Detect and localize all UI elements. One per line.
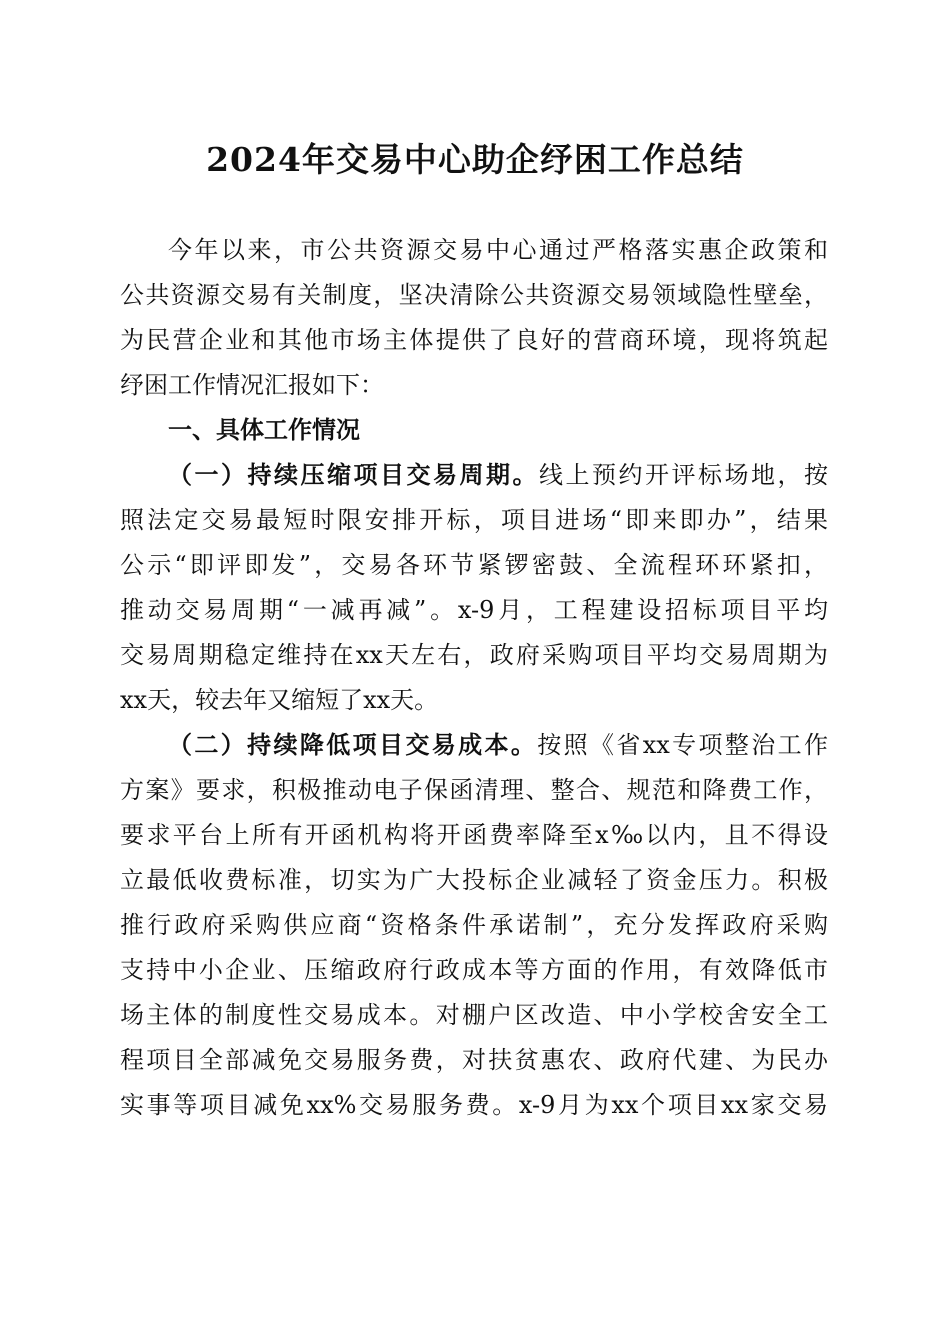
item2-line: 程项目全部减免交易服务费，对扶贫惠农、政府代建、为民办 (120, 1046, 828, 1074)
intro-line: 为民营企业和其他市场主体提供了良好的营商环境，现将筑起 (120, 326, 828, 354)
item1-first-rest: 线上预约开评标场地，按 (539, 461, 828, 489)
intro-line: 今年以来，市公共资源交易中心通过严格落实惠企政策和 (168, 236, 828, 264)
intro-line: 公共资源交易有关制度，坚决清除公共资源交易领域隐性壁垒， (120, 281, 828, 309)
item1-line: 推动交易周期“一减再减”。x-9月，工程建设招标项目平均 (120, 596, 828, 624)
item1-lead: （一）持续压缩项目交易周期。 (168, 460, 539, 489)
item2-line: 方案》要求，积极推动电子保函清理、整合、规范和降费工作， (120, 776, 828, 804)
item1-line: 照法定交易最短时限安排开标，项目进场“即来即办”，结果 (120, 506, 828, 534)
item2-lead: （二）持续降低项目交易成本。 (168, 730, 538, 759)
item2-first-line (168, 725, 828, 765)
item2-line: 立最低收费标准，切实为广大投标企业减轻了资金压力。积极 (120, 866, 828, 894)
item2-line: 场主体的制度性交易成本。对棚户区改造、中小学校舍安全工 (120, 1001, 828, 1029)
item1-first-line (168, 455, 828, 495)
item1-line: xx天，较去年又缩短了xx天。 (120, 686, 439, 714)
item1-line: 交易周期稳定维持在xx天左右，政府采购项目平均交易周期为 (120, 641, 828, 669)
item2-line: 推行政府采购供应商“资格条件承诺制”，充分发挥政府采购 (120, 911, 828, 939)
item2-first-rest: 按照《省xx专项整治工作 (537, 731, 829, 759)
item2-line: 要求平台上所有开函机构将开函费率降至x‰以内，且不得设 (120, 821, 828, 849)
item2-line: 支持中小企业、压缩政府行政成本等方面的作用，有效降低市 (120, 956, 828, 984)
section-heading: 一、具体工作情况 (168, 415, 360, 444)
item2-line: 实事等项目减免xx%交易服务费。x-9月为xx个项目xx家交易 (120, 1091, 828, 1119)
document-title: 2024年交易中心助企纾困工作总结 (206, 140, 744, 179)
intro-line: 纾困工作情况汇报如下： (120, 371, 384, 399)
item1-line: 公示“即评即发”，交易各环节紧锣密鼓、全流程环环紧扣， (120, 551, 828, 579)
